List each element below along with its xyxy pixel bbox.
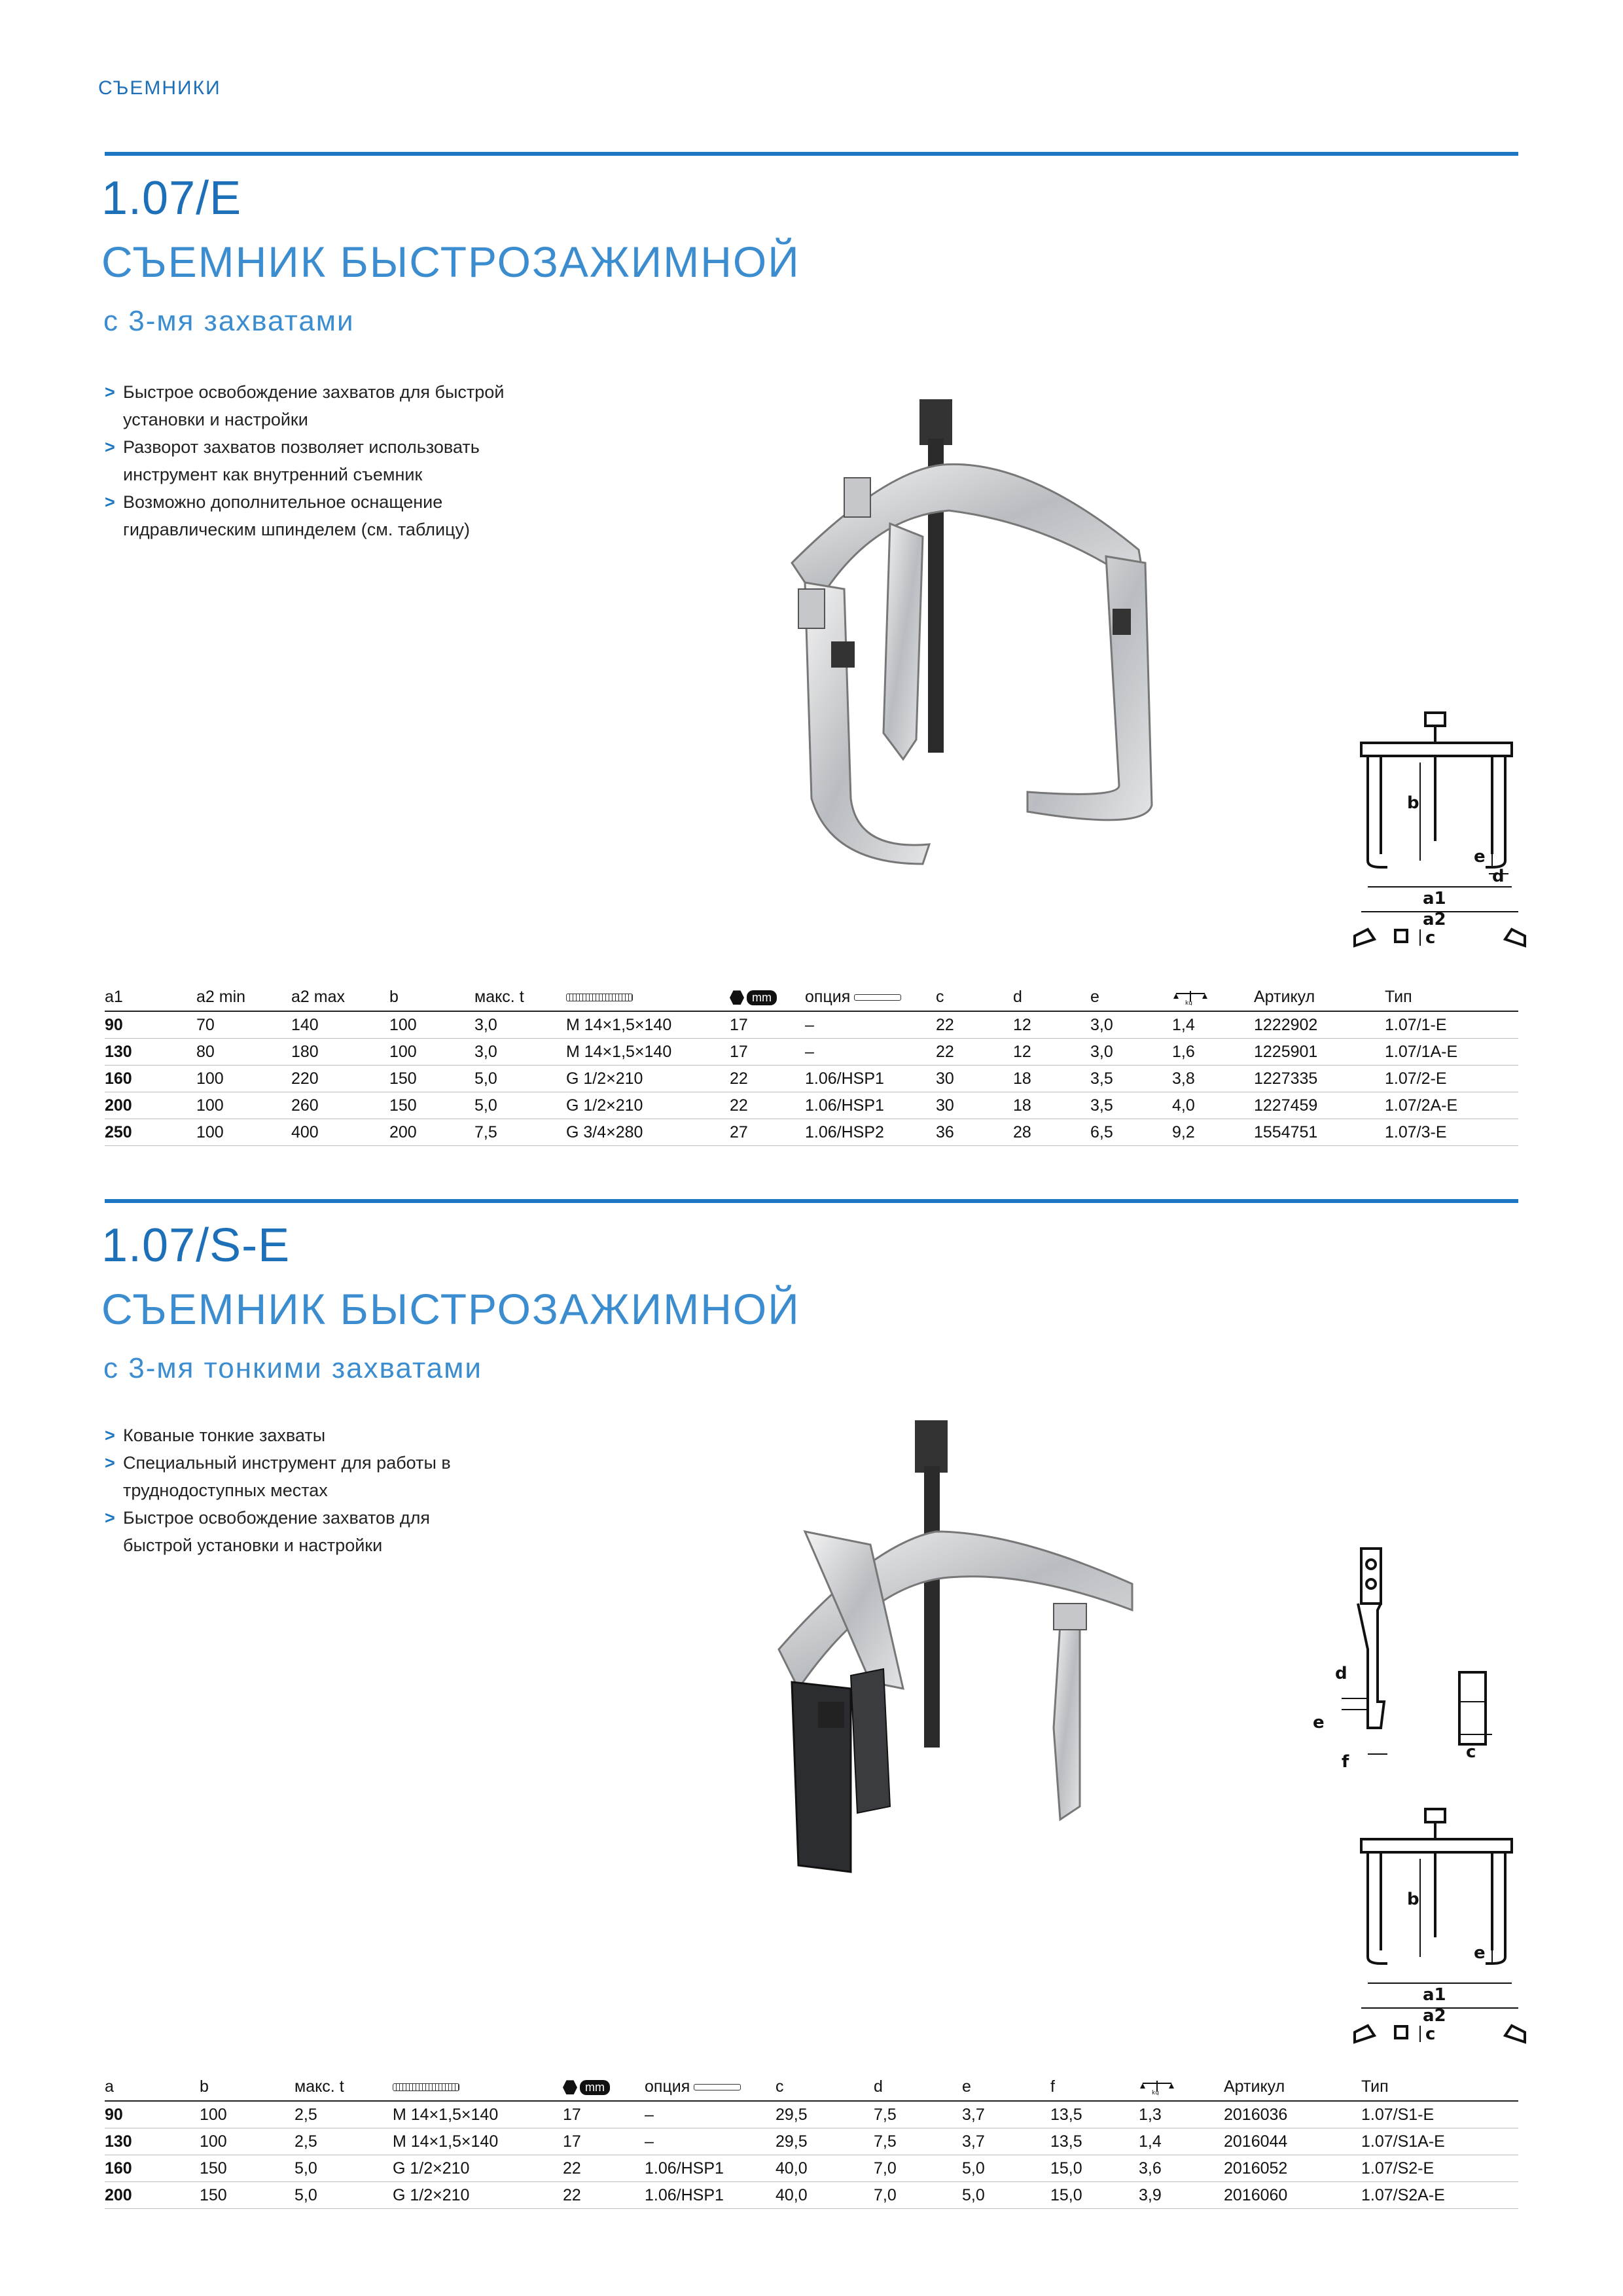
scale-icon xyxy=(1172,990,1209,1005)
svg-text:b: b xyxy=(1407,1890,1419,1909)
col-type: Тип xyxy=(1361,2072,1518,2101)
col-max-t: макс. t xyxy=(474,982,566,1011)
feature-list xyxy=(105,1422,471,1559)
product-code: 1.07/S-E xyxy=(101,1219,291,1272)
puller-photo xyxy=(753,1414,1158,1885)
feature-item: > Специальный инструмент для работы в труднодоступных местах xyxy=(105,1449,471,1504)
table-row: 90 100 2,5 M 14×1,5×140 17 – 29,5 7,5 3,7 13,5 1,3 2016036 1.07/S1-E xyxy=(105,2101,1518,2128)
svg-text:d: d xyxy=(1492,867,1505,886)
divider xyxy=(105,1199,1518,1203)
col-e: e xyxy=(962,2072,1050,2101)
col-b: b xyxy=(389,982,474,1011)
arrow-icon: > xyxy=(105,1426,115,1445)
feature-list xyxy=(105,378,537,543)
spec-table xyxy=(105,982,1518,1146)
feature-item: > Разворот захватов позволяет использовать инструмент как внутренний съемник xyxy=(105,433,537,488)
table-header-row xyxy=(105,982,1518,1011)
svg-text:e: e xyxy=(1313,1713,1325,1732)
product-title: СЪЕМНИК БЫСТРОЗАЖИМНОЙ xyxy=(101,238,800,286)
svg-text:c: c xyxy=(1425,2024,1436,2044)
spec-table xyxy=(105,2072,1518,2209)
feature-item: > Кованые тонкие захваты xyxy=(105,1422,471,1449)
svg-text:b: b xyxy=(1407,793,1419,813)
table-row: 200 100 260 150 5,0 G 1/2×210 22 1.06/HSP1 30 18 3,5 4,0 1227459 1.07/2A-E xyxy=(105,1092,1518,1119)
table-row: 130 80 180 100 3,0 M 14×1,5×140 17 – 22 12 3,0 1,6 1225901 1.07/1A-E xyxy=(105,1039,1518,1066)
table-header-row xyxy=(105,2072,1518,2101)
col-article: Артикул xyxy=(1224,2072,1361,2101)
product-code: 1.07/E xyxy=(101,172,242,224)
feature-item: > Быстрое освобождение захватов для быстрой установки и настройки xyxy=(105,1504,471,1559)
arrow-icon: > xyxy=(105,437,115,457)
spindle-icon xyxy=(566,994,633,1001)
col-e: e xyxy=(1090,982,1172,1011)
svg-text:a2: a2 xyxy=(1423,2006,1446,2026)
col-weight xyxy=(1172,982,1254,1011)
col-option: опция xyxy=(645,2072,776,2101)
section-label: СЪЕМНИКИ xyxy=(98,77,221,99)
svg-text:a1: a1 xyxy=(1423,889,1446,908)
svg-text:e: e xyxy=(1474,847,1486,867)
table-row: 130 100 2,5 M 14×1,5×140 17 – 29,5 7,5 3,7 13,5 1,4 2016044 1.07/S1A-E xyxy=(105,2128,1518,2155)
col-b: b xyxy=(200,2072,294,2101)
col-c: c xyxy=(936,982,1013,1011)
table-row: 250 100 400 200 7,5 G 3/4×280 27 1.06/HSP2 36 28 6,5 9,2 1554751 1.07/3-E xyxy=(105,1119,1518,1146)
col-spindle xyxy=(566,982,730,1011)
col-option: опция xyxy=(805,982,936,1011)
col-a2-max: a2 max xyxy=(291,982,389,1011)
feature-item: > Возможно дополнительное оснащение гидравлическим шпинделем (см. таблицу) xyxy=(105,488,537,543)
divider xyxy=(105,152,1518,156)
svg-text:a2: a2 xyxy=(1423,910,1446,929)
arrow-icon: > xyxy=(105,382,115,402)
svg-text:f: f xyxy=(1342,1752,1349,1772)
svg-text:d: d xyxy=(1335,1664,1347,1683)
col-hex: mm xyxy=(730,982,805,1011)
hex-nut-icon xyxy=(563,2080,577,2094)
spindle-icon xyxy=(393,2083,459,2091)
col-hex: mm xyxy=(563,2072,645,2101)
svg-text:a1: a1 xyxy=(1423,1985,1446,2005)
product-title: СЪЕМНИК БЫСТРОЗАЖИМНОЙ xyxy=(101,1285,800,1333)
col-a: a xyxy=(105,2072,200,2101)
svg-text:e: e xyxy=(1474,1943,1486,1963)
svg-text:c: c xyxy=(1425,928,1436,948)
svg-text:kg: kg xyxy=(1152,2090,1159,2096)
puller-photo xyxy=(753,393,1185,877)
col-f: f xyxy=(1050,2072,1139,2101)
table-row: 160 150 5,0 G 1/2×210 22 1.06/HSP1 40,0 7,0 5,0 15,0 3,6 2016052 1.07/S2-E xyxy=(105,2155,1518,2182)
arrow-icon: > xyxy=(105,1453,115,1473)
hydraulic-spindle-icon xyxy=(694,2084,741,2090)
dimension-diagram xyxy=(1342,1806,1538,2055)
col-c: c xyxy=(776,2072,874,2101)
dimension-diagram xyxy=(1342,710,1538,959)
table-row: 90 70 140 100 3,0 M 14×1,5×140 17 – 22 12 3,0 1,4 1222902 1.07/1-E xyxy=(105,1011,1518,1039)
col-article: Артикул xyxy=(1254,982,1385,1011)
col-max-t: макс. t xyxy=(294,2072,393,2101)
col-weight xyxy=(1139,2072,1224,2101)
col-d: d xyxy=(874,2072,962,2101)
feature-item: > Быстрое освобождение захватов для быстрой установки и настройки xyxy=(105,378,537,433)
col-spindle xyxy=(393,2072,563,2101)
hydraulic-spindle-icon xyxy=(854,994,901,1001)
col-type: Тип xyxy=(1385,982,1518,1011)
arrow-icon: > xyxy=(105,1508,115,1528)
col-d: d xyxy=(1013,982,1090,1011)
svg-text:c: c xyxy=(1466,1742,1476,1762)
scale-icon xyxy=(1139,2079,1175,2095)
product-subtitle: с 3-мя захватами xyxy=(103,305,355,337)
col-a1: a1 xyxy=(105,982,196,1011)
table-row: 160 100 220 150 5,0 G 1/2×210 22 1.06/HSP1 30 18 3,5 3,8 1227335 1.07/2-E xyxy=(105,1066,1518,1092)
col-a2-min: a2 min xyxy=(196,982,291,1011)
hex-nut-icon xyxy=(730,990,744,1005)
table-row: 200 150 5,0 G 1/2×210 22 1.06/HSP1 40,0 7,0 5,0 15,0 3,9 2016060 1.07/S2A-E xyxy=(105,2182,1518,2209)
arrow-icon: > xyxy=(105,492,115,512)
product-subtitle: с 3-мя тонкими захватами xyxy=(103,1352,482,1384)
svg-text:kg: kg xyxy=(1185,1000,1192,1006)
jaw-detail-diagram xyxy=(1302,1538,1518,1787)
